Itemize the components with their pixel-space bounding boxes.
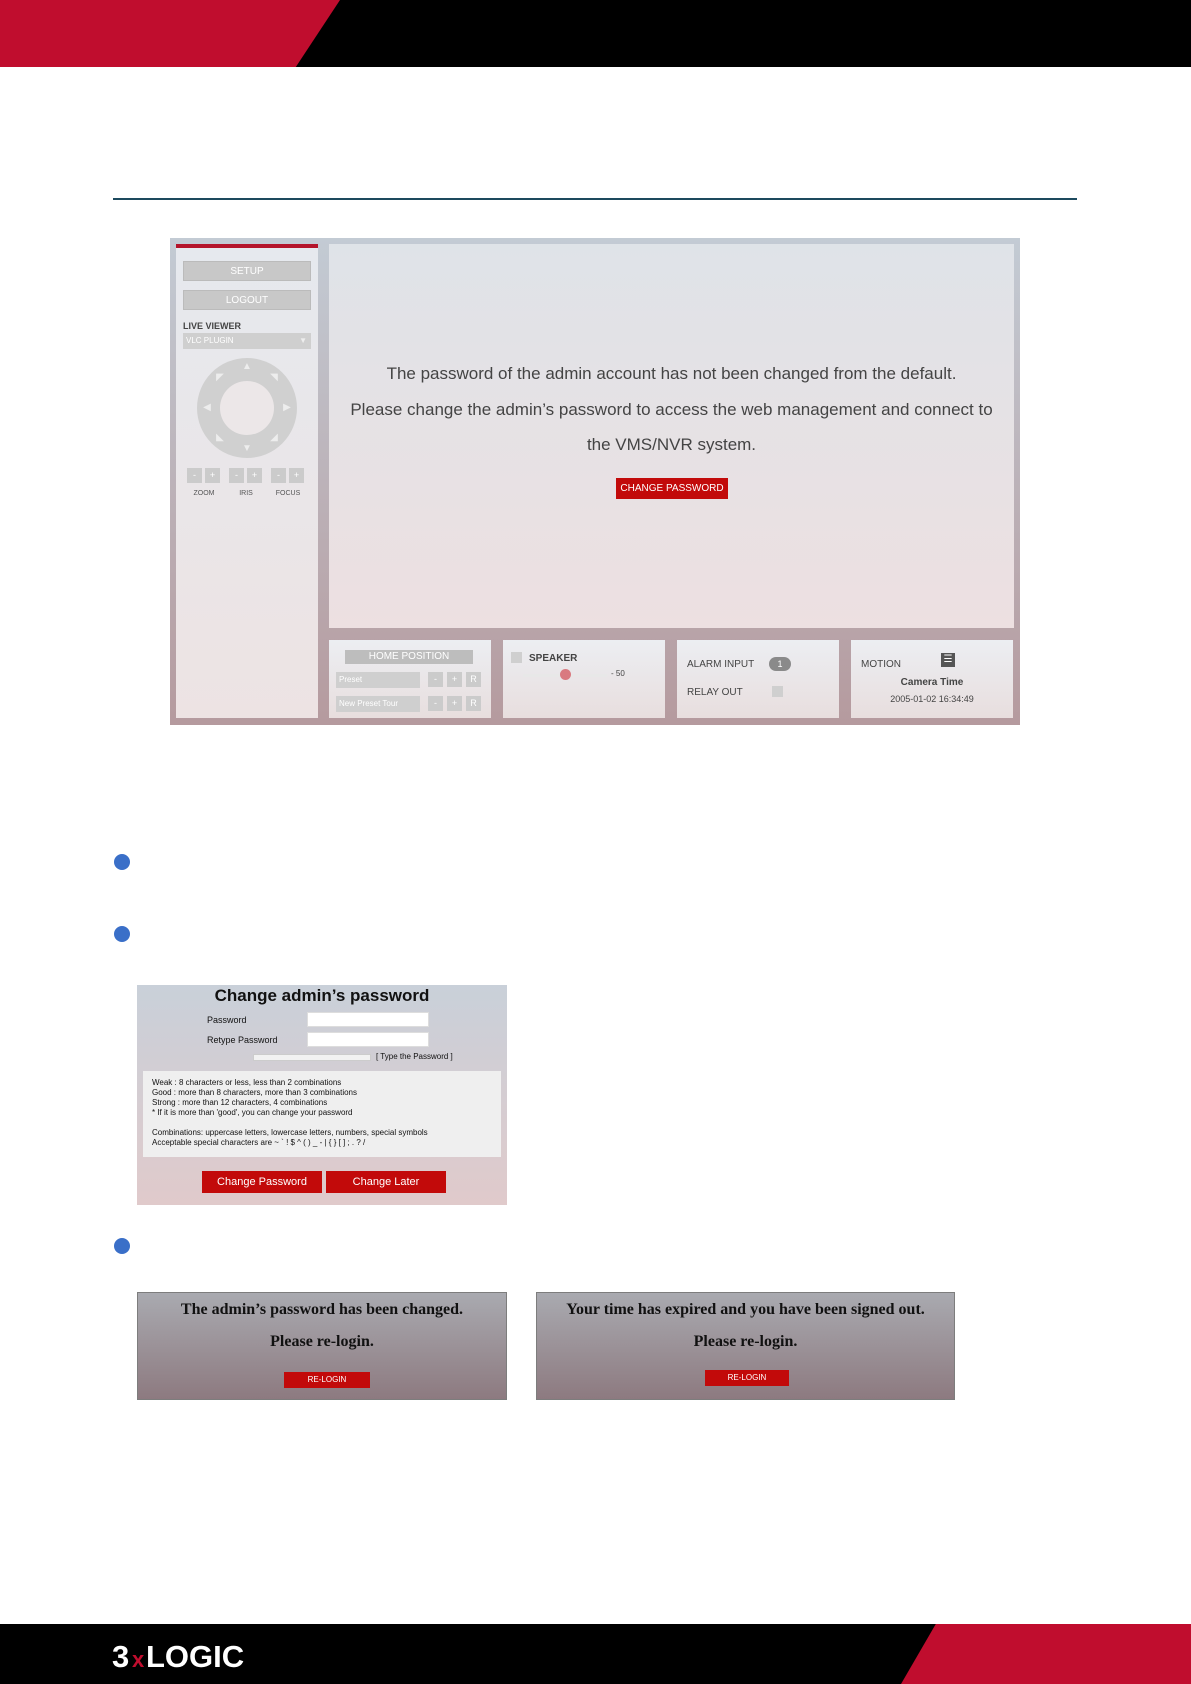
password-rules: [143, 1071, 501, 1157]
zoom-plus-button[interactable]: +: [205, 468, 220, 483]
message-line-2: Please change the admin’s password to access the web management and connect to: [350, 400, 993, 419]
footer-accent: [901, 1624, 1191, 1684]
retype-password-label: Retype Password: [207, 1035, 278, 1045]
change-password-submit-button[interactable]: Change Password: [202, 1171, 322, 1193]
motion-panel: [851, 640, 1013, 718]
arrow-right-icon[interactable]: ▶: [283, 402, 291, 413]
rule-line: Good : more than 8 characters, more than 3 combinations: [152, 1088, 357, 1097]
rule-line: Weak : 8 characters or less, less than 2 combinations: [152, 1078, 342, 1087]
password-label: Password: [207, 1015, 247, 1025]
setup-button[interactable]: SETUP: [183, 261, 311, 281]
password-strength-text: [ Type the Password ]: [376, 1052, 453, 1061]
iris-label: IRIS: [239, 490, 253, 497]
home-position-panel: [329, 640, 491, 718]
rule-line: * If it is more than 'good', you can change your password: [152, 1108, 353, 1117]
relogin-button[interactable]: RE-LOGIN: [284, 1372, 370, 1388]
viewer-select-value: VLC PLUGIN: [186, 336, 234, 345]
focus-label: FOCUS: [275, 490, 301, 497]
header-accent: [0, 0, 340, 67]
password-input[interactable]: [307, 1012, 429, 1027]
alarm-input-label: ALARM INPUT: [687, 659, 755, 670]
motion-label: MOTION: [861, 659, 901, 670]
rule-line: [152, 1118, 492, 1128]
zoom-minus-button[interactable]: -: [187, 468, 202, 483]
alarm-panel: [677, 640, 839, 718]
speaker-volume-handle[interactable]: [560, 669, 571, 680]
arrow-down-right-icon[interactable]: ◢: [270, 432, 278, 443]
svg-text:x: x: [132, 1647, 145, 1672]
preset-plus-button[interactable]: +: [447, 672, 462, 687]
viewer-screenshot: [170, 238, 1020, 725]
section-rule: [113, 198, 1077, 200]
tour-minus-button[interactable]: -: [428, 696, 443, 711]
rule-line: Strong : more than 12 characters, 4 combinations: [152, 1098, 328, 1107]
change-password-dialog: [137, 985, 507, 1205]
preset-minus-button[interactable]: -: [428, 672, 443, 687]
speaker-label: SPEAKER: [529, 653, 578, 664]
camera-time-value: 2005-01-02 16:34:49: [890, 694, 974, 704]
ptz-center[interactable]: [220, 381, 274, 435]
tour-plus-button[interactable]: +: [447, 696, 462, 711]
step-bullet-3: [114, 1238, 130, 1254]
relay-out-checkbox[interactable]: [772, 686, 783, 697]
step-bullet-2: [114, 926, 130, 942]
viewer-select[interactable]: [183, 333, 311, 349]
left-control-panel: [176, 244, 318, 718]
iris-minus-button[interactable]: -: [229, 468, 244, 483]
tour-r-button[interactable]: R: [466, 696, 481, 711]
chevron-down-icon: ▼: [299, 336, 307, 345]
speaker-volume-value: - 50: [611, 669, 625, 678]
rule-line: Combinations: uppercase letters, lowercase letters, numbers, special symbols: [152, 1128, 428, 1137]
relogin-button[interactable]: RE-LOGIN: [705, 1370, 789, 1386]
password-strength-meter: [253, 1054, 371, 1061]
live-viewer-label: LIVE VIEWER: [183, 321, 242, 331]
relay-out-label: RELAY OUT: [687, 687, 743, 698]
focus-plus-button[interactable]: +: [289, 468, 304, 483]
preset-select[interactable]: Preset: [336, 672, 420, 688]
message-line-1: The password of the admin account has not been changed from the default.: [386, 364, 957, 383]
dialog-title: Change admin’s password: [214, 986, 430, 1005]
speaker-checkbox[interactable]: [511, 652, 522, 663]
preset-tour-select[interactable]: New Preset Tour: [336, 696, 420, 712]
retype-password-input[interactable]: [307, 1032, 429, 1047]
svg-text:3: 3: [112, 1639, 130, 1673]
session-expired-dialog: [536, 1292, 955, 1400]
ptz-control[interactable]: [197, 358, 297, 458]
relogin-prompt: Please re-login.: [693, 1333, 798, 1350]
focus-minus-button[interactable]: -: [271, 468, 286, 483]
arrow-down-left-icon[interactable]: ◣: [216, 432, 224, 443]
session-expired-message: Your time has expired and you have been signed out.: [566, 1301, 925, 1318]
arrow-up-icon[interactable]: ▲: [242, 361, 252, 372]
relogin-prompt: Please re-login.: [270, 1333, 374, 1350]
change-password-button[interactable]: CHANGE PASSWORD: [616, 478, 728, 499]
brand-logo: [112, 1637, 282, 1673]
camera-time-label: Camera Time: [900, 677, 964, 688]
rule-line: Acceptable special characters are ~ ` ! $ ^ ( ) _ - | { } [ ] ; . ? /: [152, 1138, 366, 1147]
alarm-input-badge[interactable]: 1: [769, 657, 791, 671]
speaker-panel: [503, 640, 665, 718]
arrow-up-right-icon[interactable]: ◥: [270, 372, 278, 383]
message-line-3: the VMS/NVR system.: [586, 435, 757, 454]
zoom-label: ZOOM: [193, 490, 215, 497]
arrow-down-icon[interactable]: ▼: [242, 443, 252, 454]
iris-plus-button[interactable]: +: [247, 468, 262, 483]
home-position-button[interactable]: HOME POSITION: [345, 650, 473, 664]
arrow-left-icon[interactable]: ◀: [203, 402, 211, 413]
motion-icon: ☰: [941, 653, 955, 667]
password-changed-dialog: [137, 1292, 507, 1400]
step-bullet-1: [114, 854, 130, 870]
logout-button[interactable]: LOGOUT: [183, 290, 311, 310]
svg-text:LOGIC: LOGIC: [146, 1639, 245, 1673]
change-later-button[interactable]: Change Later: [326, 1171, 446, 1193]
preset-r-button[interactable]: R: [466, 672, 481, 687]
arrow-up-left-icon[interactable]: ◤: [216, 372, 224, 383]
default-password-message: [329, 244, 1014, 628]
password-changed-message: The admin’s password has been changed.: [180, 1301, 464, 1318]
